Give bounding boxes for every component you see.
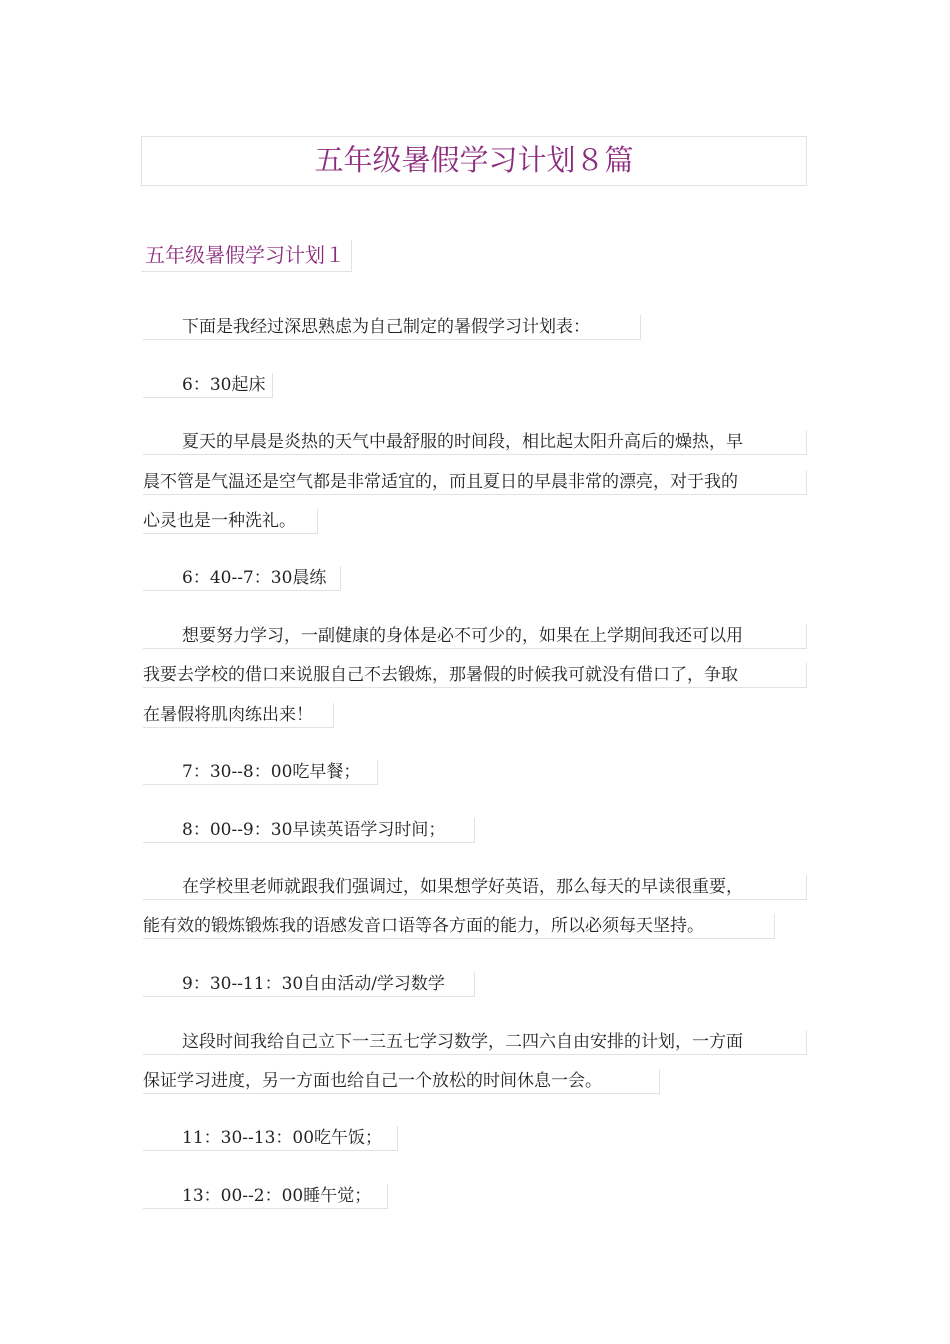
text-line-schedule-0630: 6：30起床 — [143, 373, 273, 398]
text-line-schedule-0640: 6：40--7：30晨练 — [143, 566, 341, 591]
text-line-schedule-0800: 8：00--9：30早读英语学习时间； — [143, 818, 475, 843]
text-line-paragraph: 在暑假将肌肉练出来！ — [143, 703, 334, 728]
text-line-schedule-0730: 7：30--8：00吃早餐； — [143, 760, 378, 785]
text-line-paragraph: 心灵也是一种洗礼。 — [143, 509, 318, 534]
text-line-schedule-1300: 13：00--2：00睡午觉； — [143, 1184, 388, 1209]
text-line-paragraph: 夏天的早晨是炎热的天气中最舒服的时间段，相比起太阳升高后的燥热，早 — [143, 430, 807, 455]
text-line-paragraph: 想要努力学习，一副健康的身体是必不可少的，如果在上学期间我还可以用 — [143, 624, 807, 649]
text-line-schedule-0930: 9：30--11：30自由活动/学习数学 — [143, 972, 475, 997]
text-line-paragraph: 保证学习进度，另一方面也给自己一个放松的时间休息一会。 — [143, 1069, 660, 1094]
section-title: 五年级暑假学习计划１ — [141, 240, 352, 272]
text-line-paragraph: 这段时间我给自己立下一三五七学习数学，二四六自由安排的计划，一方面 — [143, 1030, 807, 1055]
text-line-paragraph: 在学校里老师就跟我们强调过，如果想学好英语，那么每天的早读很重要， — [143, 875, 807, 900]
text-line-paragraph: 能有效的锻炼锻炼我的语感发音口语等各方面的能力，所以必须每天坚持。 — [143, 914, 775, 939]
text-line-paragraph: 晨不管是气温还是空气都是非常适宜的，而且夏日的早晨非常的漂亮，对于我的 — [143, 470, 807, 495]
document-title: 五年级暑假学习计划８篇 — [314, 143, 634, 177]
text-line-intro: 下面是我经过深思熟虑为自己制定的暑假学习计划表： — [143, 315, 641, 340]
document-title-box — [141, 136, 807, 186]
text-line-schedule-1130: 11：30--13：00吃午饭； — [143, 1126, 398, 1151]
text-line-paragraph: 我要去学校的借口来说服自己不去锻炼，那暑假的时候我可就没有借口了，争取 — [143, 663, 807, 688]
